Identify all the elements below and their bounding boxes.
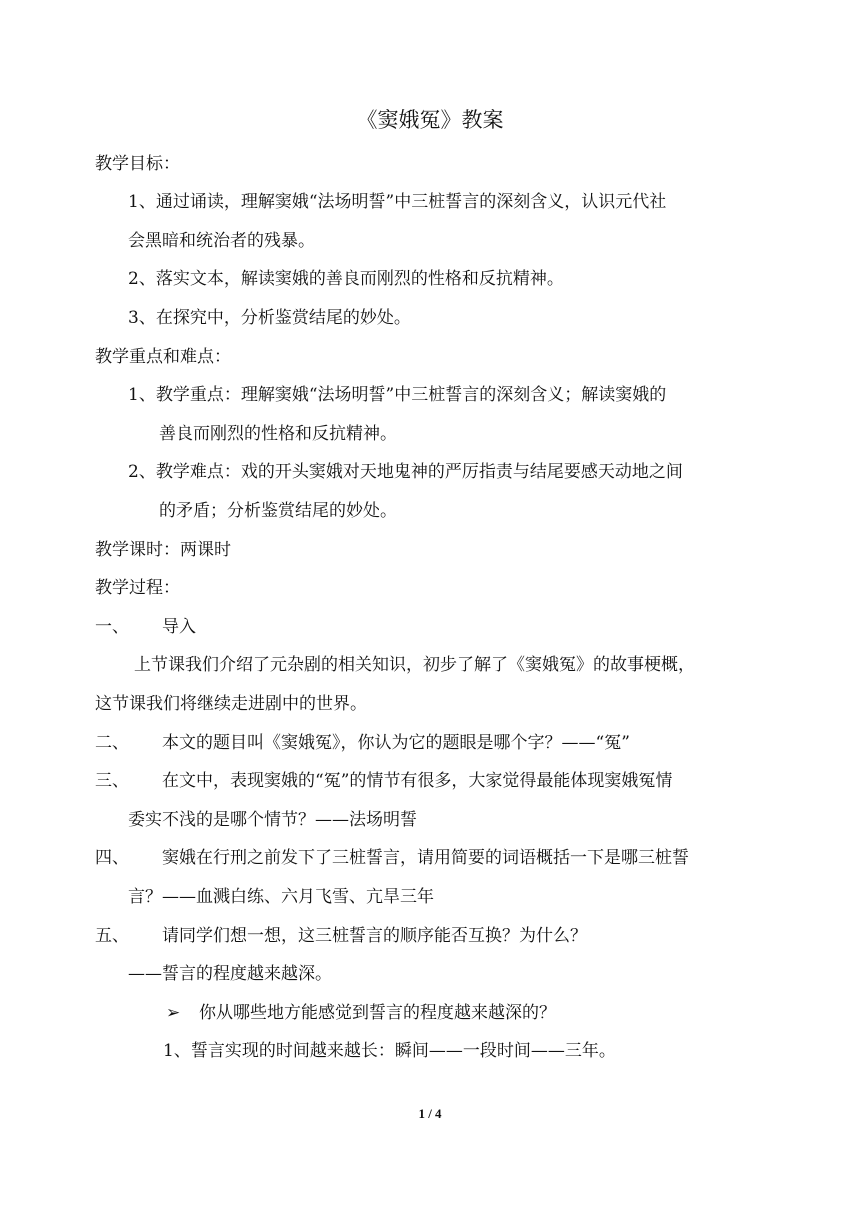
class-hours: 教学课时：两课时 <box>95 540 231 560</box>
process-5-text: 请同学们想一想，这三桩誓言的顺序能否互换？为什么？ <box>162 926 587 946</box>
process-1-text: 导入 <box>162 617 196 637</box>
section-heading-key-points: 教学重点和难点： <box>95 347 231 367</box>
arrow-bullet-icon: ➢ <box>166 1003 181 1023</box>
process-5-answer: ——誓言的程度越来越深。 <box>128 964 332 984</box>
process-5-number: 五、 <box>95 926 129 946</box>
goal-1-line-1: 1、通过诵读，理解窦娥“法场明誓”中三桩誓言的深刻含义，认识元代社 <box>128 192 667 212</box>
page-number: 1 / 4 <box>418 1106 442 1121</box>
section-heading-process: 教学过程： <box>95 578 180 598</box>
process-4-text: 窦娥在行刑之前发下了三桩誓言，请用简要的词语概括一下是哪三桩誓 <box>162 848 689 868</box>
key-point-1-line-1: 1、教学重点：理解窦娥“法场明誓”中三桩誓言的深刻含义；解读窦娥的 <box>128 385 667 405</box>
process-3-text: 在文中，表现窦娥的“冤”的情节有很多，大家觉得最能体现窦娥冤情 <box>162 771 673 791</box>
key-point-2-line-1: 2、教学难点：戏的开头窦娥对天地鬼神的严厉指责与结尾要感天动地之间 <box>128 462 683 482</box>
process-1-number: 一、 <box>95 617 129 637</box>
sub-point-1: 1、誓言实现的时间越来越长：瞬间——一段时间——三年。 <box>163 1041 616 1061</box>
goal-2: 2、落实文本，解读窦娥的善良而刚烈的性格和反抗精神。 <box>128 269 564 289</box>
key-point-2-line-2: 的矛盾；分析鉴赏结尾的妙处。 <box>159 501 397 521</box>
process-3-continuation: 委实不浅的是哪个情节？——法场明誓 <box>128 810 417 830</box>
section-heading-goals: 教学目标： <box>95 154 180 174</box>
goal-3: 3、在探究中，分析鉴赏结尾的妙处。 <box>128 308 411 328</box>
intro-line-2: 这节课我们将继续走进剧中的世界。 <box>95 694 367 714</box>
goal-1-line-2: 会黑暗和统治者的残暴。 <box>128 231 315 251</box>
process-4-number: 四、 <box>95 848 129 868</box>
key-point-1-line-2: 善良而刚烈的性格和反抗精神。 <box>159 424 397 444</box>
process-2-number: 二、 <box>95 733 129 753</box>
process-2-text: 本文的题目叫《窦娥冤》，你认为它的题眼是哪个字？——“冤” <box>162 733 630 753</box>
intro-line-1: 上节课我们介绍了元杂剧的相关知识，初步了解了《窦娥冤》的故事梗概， <box>134 655 695 675</box>
bullet-question: 你从哪些地方能感觉到誓言的程度越来越深的？ <box>199 1003 556 1023</box>
page-title: 《窦娥冤》教案 <box>356 108 504 132</box>
process-4-continuation: 言？——血溅白练、六月飞雪、亢旱三年 <box>128 887 434 907</box>
process-3-number: 三、 <box>95 771 129 791</box>
